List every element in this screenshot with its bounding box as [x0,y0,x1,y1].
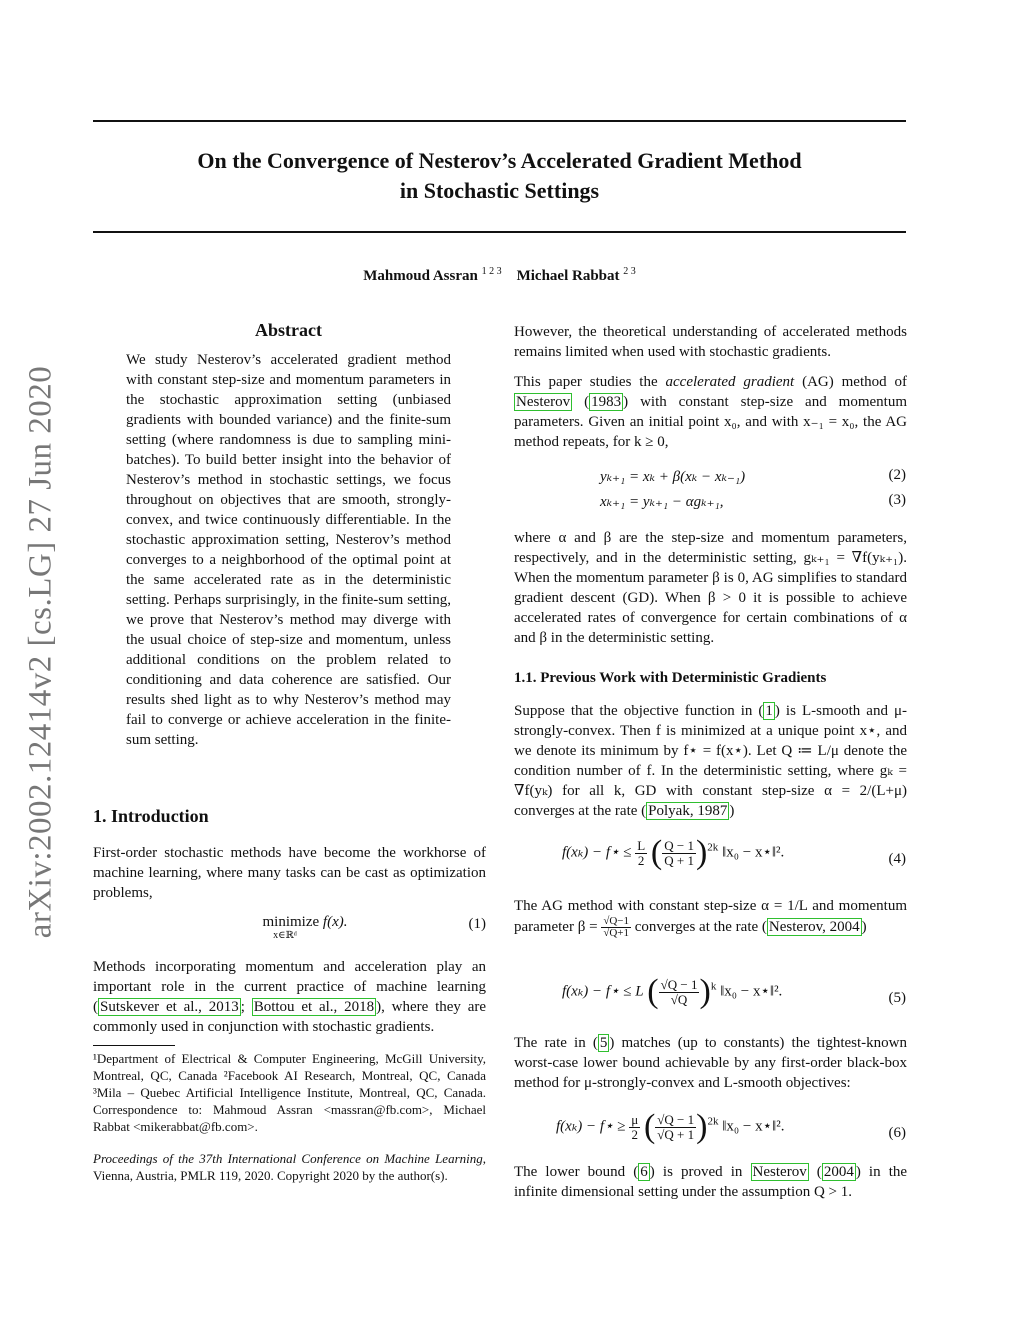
author-2: Michael Rabbat [516,268,620,284]
right-paragraph-5: The AG method with constant step-size α = 1/L and momentum parameter β = $\frac{√Q-1}{√Q+1}$ converges at the rate ( Nesterov, 2004 ) [514,898,907,939]
equation-4-number: (4) [888,851,906,867]
title-line-2: in Stochastic Settings [399,178,600,203]
abstract-text: We study Nesterov’s accelerated gradient method with constant step-size and momentum parameters in the stochastic approximation setting (unbiased gradients with bounded variance) and the finite-sum setting (where randomness is due to sampling mini-batches). To build better insight into the behavior of Nesterov’s method in stochastic settings, we focus throughout on objectives that are smooth, strongly-convex, and twice continuously differentiable. In the stochastic approximation setting, Nesterov’s method converges to a neighborhood of the optimal point at the same accelerated rate as in the deterministic setting. Perhaps surprisingly, in the finite-sum setting, we prove that Nesterov’s method may diverge with the usual choice of step-size and momentum, unless additional conditions on the problem related to conditioning and data coherence are satisfied. Our results shed light as to why Nesterov’s method may fail to converge or achieve acceleration in the finite-sum setting. [126,352,451,748]
equation-3-number: (3) [888,492,906,508]
equation-6-number: (6) [888,1125,906,1141]
author-1: Mahmoud Assran [363,268,478,284]
equation-1-number: (1) [468,916,486,932]
ref-equation-6[interactable]: 6 [640,1164,648,1180]
equation-4: f(xₖ) − f⋆ ≤ $\frac{L}{2}$ ( $\frac{Q - 1}{Q + 1}$ )$^{2k}$ ‖x₀ − x⋆‖². [562,834,785,871]
equation-5-number: (5) [888,990,906,1006]
abstract-heading: Abstract [255,320,322,340]
footnote-rule [93,1045,175,1046]
right-paragraph-6: The rate in ( 5 ) matches (up to constants) the tightest-known worst-case lower bound achievable by any first-order black-box method for μ-strongly-convex and L-smooth objectives: [514,1035,907,1091]
citation-nesterov-2004-author[interactable]: Nesterov [752,1164,807,1180]
citation-nesterov-2004-inline[interactable]: Nesterov, 2004 [768,918,860,935]
title-top-rule [93,120,906,122]
equation-5: f(xₖ) − f⋆ ≤ L ( $\frac{√Q - 1}{√Q}$ )$^k$ ‖x₀ − x⋆‖². [562,973,783,1010]
right-paragraph-3: where α and β are the step-size and momentum parameters, respectively, and in the deterministic setting, gₖ₊₁ = ∇f(yₖ₊₁). When the momentum parameter β is 0, AG simplifies to standard gradient descent (GD). When β > 0 it is possible to achieve accelerated rates of convergence for certain combinations of α and β in the deterministic setting. [514,530,907,646]
citation-nesterov-1983-author[interactable]: Nesterov [516,394,571,410]
right-paragraph-4: Suppose that the objective function in ( 1 ) is L-smooth and μ-strongly-convex. Then f is minimized at a unique point x⋆, and we denote its minimum by f⋆ = f(x⋆). Let Q ≔ L/μ denote the condition number of f. In the deterministic setting, where gₖ = ∇f(yₖ) for all k, GD with constant step-size α = 2/(L+μ) converges at the rate ( Polyak, 1987 ) [514,703,908,819]
equation-2-number: (2) [888,467,906,483]
subsection-heading: 1.1. Previous Work with Deterministic Gradients [514,670,827,686]
right-paragraph-1: However, the theoretical understanding of accelerated methods remains limited when used with stochastic gradients. [514,324,907,360]
author-1-affiliations: 1 2 3 [481,266,502,277]
equation-1: minimize f(x). x∈ℝᵈ [262,914,348,941]
right-paragraph-2: This paper studies the accelerated gradient (AG) method of Nesterov ( 1983 ) with constant step-size and momentum parameters. Given an initial point x₀, and with x₋₁ = x₀, the AG method repeats, for k ≥ 0, [514,374,908,450]
citation-bottou[interactable]: Bottou et al., 2018 [253,999,375,1015]
author-list [93,266,906,285]
citation-nesterov-1983-year[interactable]: 1983 [591,394,622,410]
intro-heading: 1. Introduction [93,806,209,826]
arxiv-sidebar [14,362,68,942]
citation-nesterov-2004-year[interactable]: 2004 [823,1164,854,1180]
right-paragraph-7: The lower bound ( 6 ) is proved in Nesterov ( 2004 ) in the infinite dimensional setting under the assumption Q > 1. [514,1164,908,1200]
equation-2: yₖ₊₁ = xₖ + β(xₖ − xₖ₋₁) [600,469,746,485]
ref-equation-5[interactable]: 5 [599,1035,608,1051]
intro-paragraph-2: Methods incorporating momentum and acceleration play an important role in the current practice of machine learning ( Sutskever et al., 2013 ; Bottou et al., 2018 ), where they are commonly used in conjunction with stochastic gradients. [93,959,487,1035]
proceedings-note: Proceedings of the 37th International Conference on Machine Learning, Vienna, Austria, PMLR 119, 2020. Copyright 2020 by the author(s). [93,1151,486,1183]
intro-paragraph-1: First-order stochastic methods have become the workhorse of machine learning, where many tasks can be cast as optimization problems, [93,845,486,901]
arxiv-identifier: arXiv:2002.12414v2 [cs.LG] 27 Jun 2020 [22,365,59,939]
affiliation-footnote: ¹Department of Electrical & Computer Engineering, McGill University, Montreal, QC, Canada ²Facebook AI Research, Montreal, QC, Canada ³Mila – Quebec Artificial Intelligence Institute, Montreal, QC, Canada. Correspondence to: Mahmoud Assran <massran@fb.com>, Michael Rabbat <mikerabbat@fb.com>. [93,1051,486,1134]
equation-6: f(xₖ) − f⋆ ≥ $\frac{\mu}{2}$ ( $\frac{√Q - 1}{√Q + 1}$ )$^{2k}$ ‖x₀ − x⋆‖². [556,1108,785,1145]
title-line-1: On the Convergence of Nesterov’s Accelerated Gradient Method [197,148,802,173]
citation-sutskever[interactable]: Sutskever et al., 2013 [100,999,239,1015]
ref-equation-1[interactable]: 1 [765,703,773,719]
title-bottom-rule [93,231,906,233]
paper-title [93,146,906,206]
citation-polyak[interactable]: Polyak, 1987 [648,803,728,819]
author-2-affiliations: 2 3 [623,266,636,277]
equation-3: xₖ₊₁ = yₖ₊₁ − αgₖ₊₁, [600,494,724,510]
